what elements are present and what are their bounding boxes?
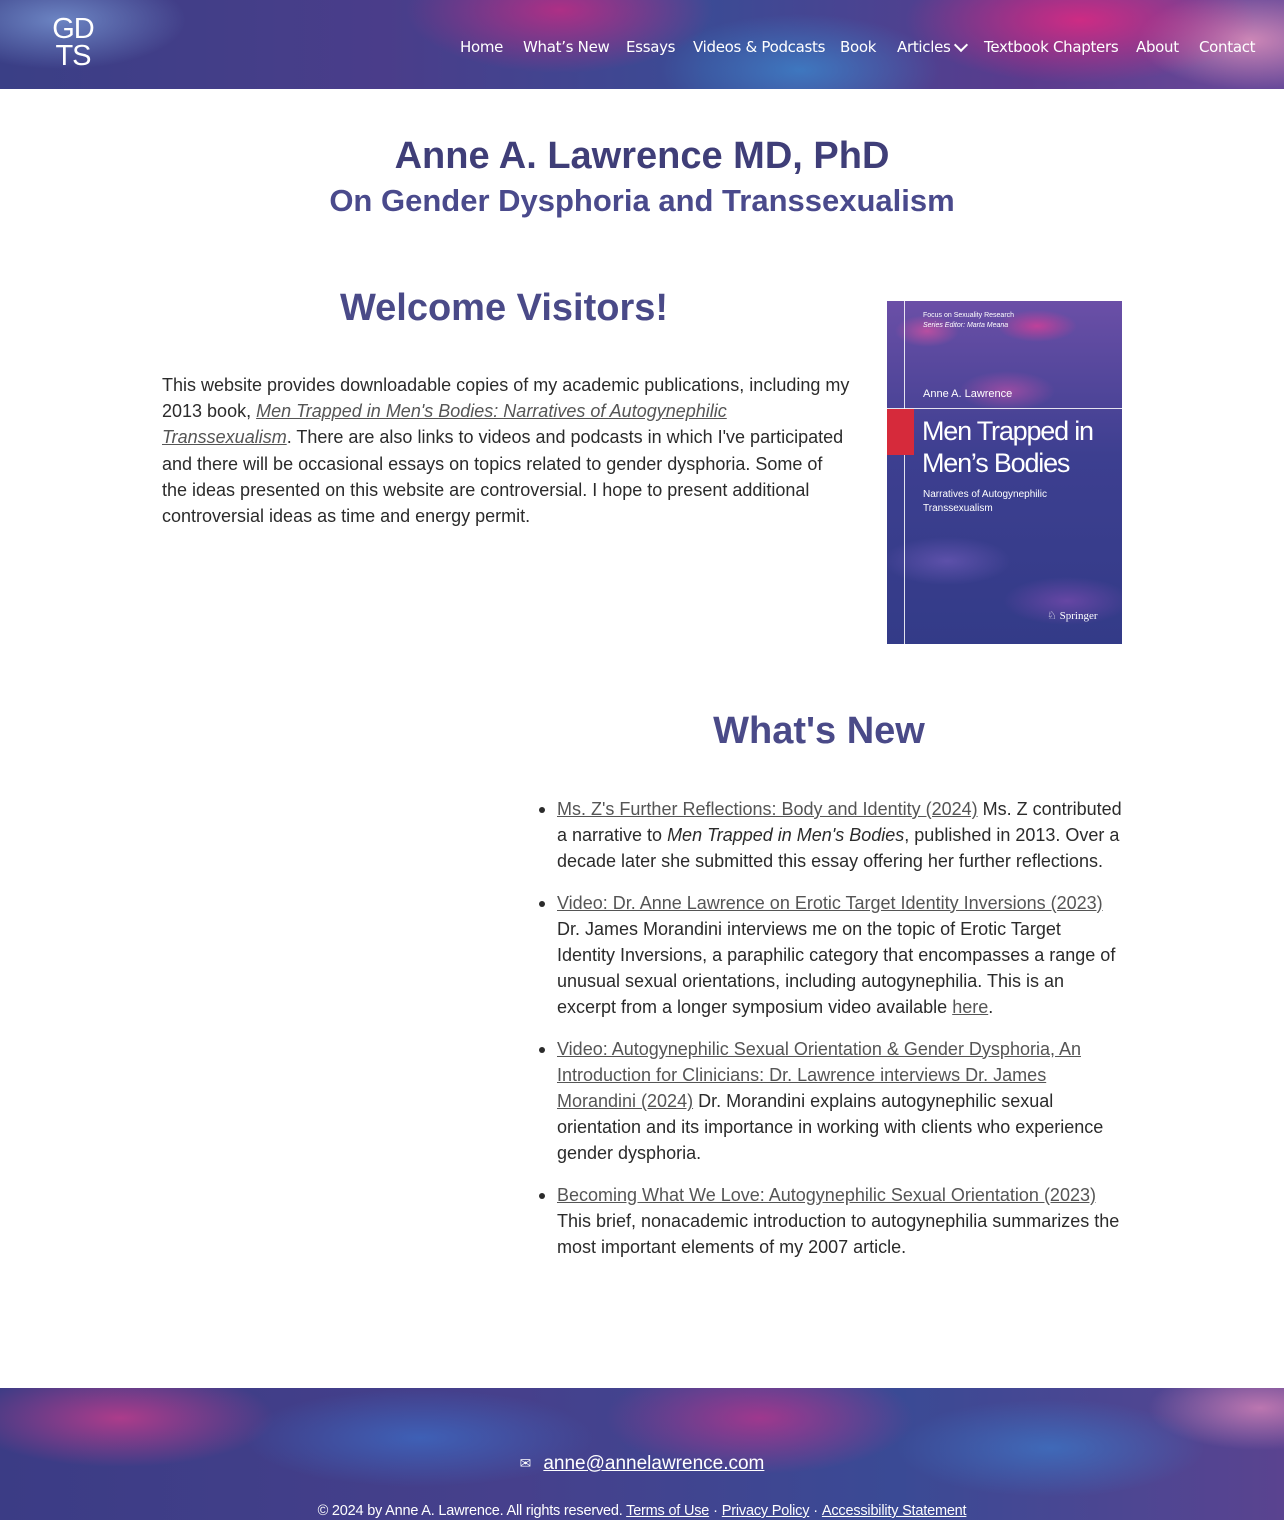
news-link[interactable]: Ms. Z's Further Reflections: Body and Identity (2024) bbox=[557, 799, 978, 819]
separator: · bbox=[813, 1503, 818, 1519]
cover-author: Anne A. Lawrence bbox=[923, 388, 1013, 400]
site-subtitle: On Gender Dysphoria and Transsexualism bbox=[329, 183, 955, 218]
nav-contact[interactable]: Contact bbox=[1199, 38, 1256, 56]
whats-new-heading: What's New bbox=[713, 710, 925, 752]
welcome-heading: Welcome Visitors! bbox=[339, 287, 669, 329]
news-list bbox=[557, 796, 1123, 1275]
news-text: Dr. James Morandini interviews me on the topic of Erotic Target Identity Inversions, a paraphilic category that encompasses a range of unusual sexual orientations, including autogynephilia. This is an excerpt from a longer symposium video available bbox=[557, 918, 1116, 1018]
nav-articles[interactable]: Articles bbox=[897, 38, 951, 56]
chevron-down-icon[interactable] bbox=[954, 38, 968, 52]
logo-bottom: TS bbox=[55, 40, 91, 72]
news-text: . bbox=[988, 997, 994, 1018]
site-header bbox=[0, 0, 1284, 89]
separator: · bbox=[713, 1503, 718, 1519]
cover-line-vertical bbox=[904, 301, 905, 644]
news-link[interactable]: Video: Dr. Anne Lawrence on Erotic Target Identity Inversions (2023) bbox=[557, 892, 1103, 913]
here-link[interactable]: here bbox=[952, 997, 989, 1018]
logo-top: GD bbox=[52, 13, 94, 45]
cover-series: Focus on Sexuality Research bbox=[923, 312, 1015, 319]
nav-book[interactable]: Book bbox=[840, 38, 877, 56]
site-title: Anne A. Lawrence MD, PhD bbox=[394, 135, 890, 177]
nav-videos-podcasts[interactable]: Videos & Podcasts bbox=[693, 38, 826, 56]
footer-email-link[interactable]: anne@annelawrence.com bbox=[543, 1453, 765, 1474]
news-item bbox=[557, 1182, 1123, 1261]
footer-legal bbox=[0, 1501, 1284, 1520]
cover-red-block bbox=[887, 409, 914, 455]
book-link[interactable]: Men Trapped in Men's Bodies: Narratives of Autogynephilic Transsexualism bbox=[162, 401, 727, 448]
nav-about[interactable]: About bbox=[1136, 38, 1179, 56]
nav-textbook-chapters[interactable]: Textbook Chapters bbox=[984, 38, 1119, 56]
terms-link[interactable]: Terms of Use bbox=[626, 1503, 710, 1519]
cover-title: Men Trapped in Men’s Bodies bbox=[922, 416, 1093, 478]
nav-essays[interactable]: Essays bbox=[626, 38, 676, 56]
news-text: Dr. Morandini explains autogynephilic sexual orientation and its importance in working with clients who experience gender dysphoria. bbox=[557, 1091, 1104, 1164]
news-book-title: Men Trapped in Men's Bodies bbox=[667, 825, 905, 846]
news-item bbox=[557, 890, 1123, 1021]
cover-editor: Series Editor: Marta Meana bbox=[923, 322, 1009, 329]
news-text: Ms. Z contributed a narrative to bbox=[557, 799, 1122, 846]
nav-whats-new[interactable]: What’s New bbox=[523, 38, 610, 56]
main-nav bbox=[0, 37, 1284, 59]
copyright-text: © 2024 by Anne A. Lawrence. All rights reserved. bbox=[317, 1503, 623, 1519]
cover-publisher-name: Springer bbox=[1059, 610, 1098, 622]
nav-home[interactable]: Home bbox=[460, 38, 504, 56]
cover-line-horizontal bbox=[887, 408, 1122, 409]
cover-subtitle: Narratives of Autogynephilic Transsexualism bbox=[923, 489, 1047, 514]
news-item bbox=[557, 1036, 1123, 1167]
envelope-icon: ✉ bbox=[519, 1455, 532, 1471]
welcome-text-after: . There are also links to videos and podcasts in which I've participated and there will be occasional essays on topics related to gender dysphoria. Some of the ideas presented on this website are controversial. I hope to present additional controversial ideas as time and energy permit. bbox=[162, 427, 844, 527]
news-text: , published in 2013. Over a decade later she submitted this essay offering her further reflections. bbox=[557, 825, 1120, 872]
welcome-paragraph bbox=[162, 372, 852, 529]
welcome-text-before: This website provides downloadable copies of my academic publications, including my 2013 book, bbox=[162, 375, 850, 422]
cover-publisher bbox=[1047, 609, 1098, 623]
news-item bbox=[557, 796, 1123, 875]
news-link[interactable]: Becoming What We Love: Autogynephilic Sexual Orientation (2023) bbox=[557, 1184, 1096, 1205]
footer-email-row bbox=[0, 1450, 1284, 1477]
accessibility-link[interactable]: Accessibility Statement bbox=[821, 1503, 967, 1519]
springer-knight-icon: ♘ bbox=[1047, 610, 1057, 622]
privacy-link[interactable]: Privacy Policy bbox=[721, 1503, 810, 1519]
book-cover-image[interactable] bbox=[887, 301, 1122, 644]
site-footer bbox=[0, 1388, 1284, 1520]
news-text: This brief, nonacademic introduction to autogynephilia summarizes the most important elements of my 2007 article. bbox=[557, 1210, 1120, 1258]
news-link[interactable]: Video: Autogynephilic Sexual Orientation & Gender Dysphoria, An Introduction for Clinicians: Dr. Lawrence interviews Dr. James Morandini (2024) bbox=[557, 1038, 1081, 1112]
